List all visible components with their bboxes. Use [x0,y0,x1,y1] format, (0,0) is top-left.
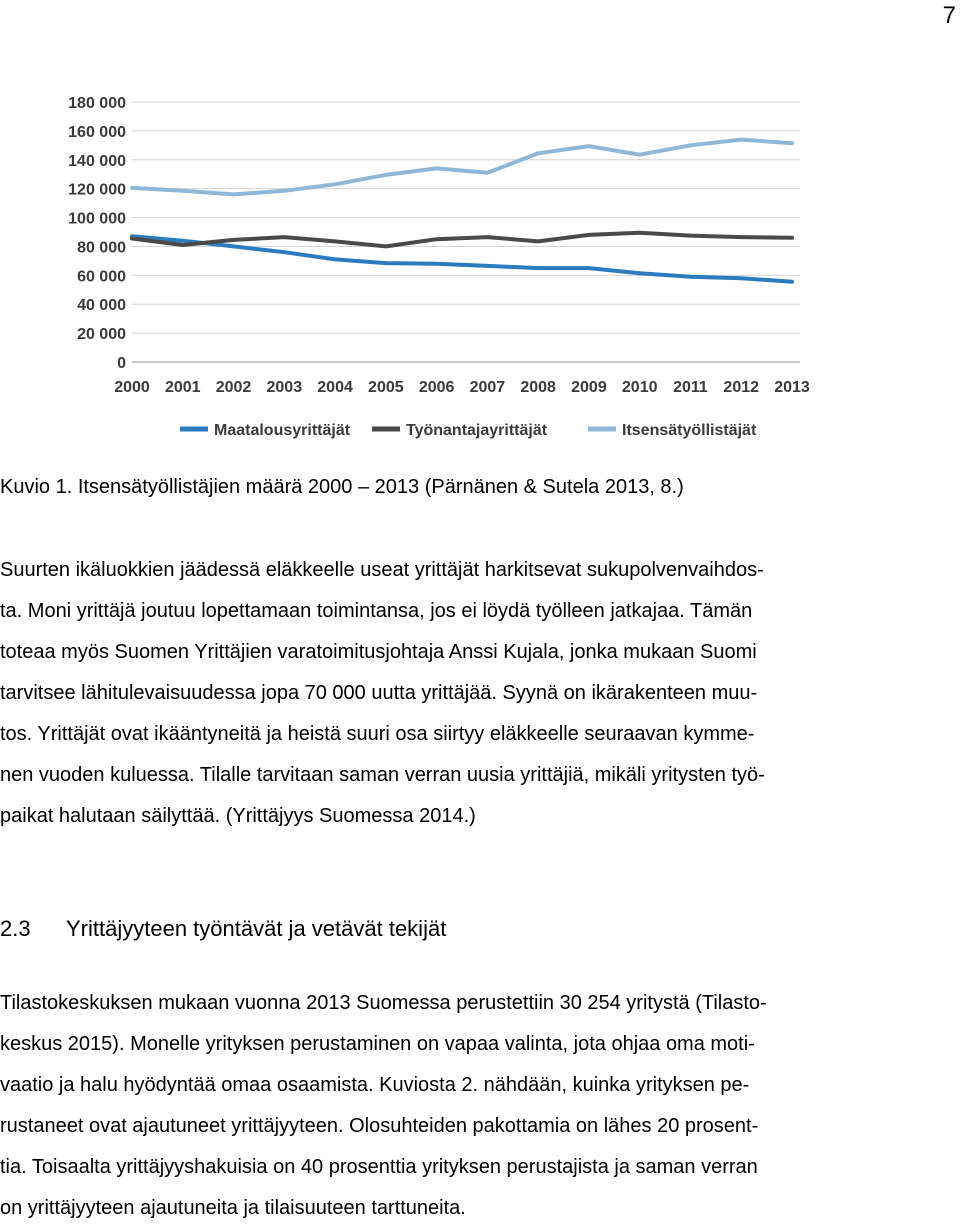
x-tick-label: 2004 [317,379,353,396]
x-tick-label: 2011 [673,379,708,396]
x-tick-label: 2006 [418,379,455,396]
text-line: tarvitsee lähitulevaisuudessa jopa 70 000 uutta yrittäjää. Syynä on ikärakenteen muu- [0,682,758,704]
text-line: keskus 2015). Monelle yrityksen perustaminen on vapaa valinta, jota ohjaa oma moti- [0,1033,755,1055]
text-line: tos. Yrittäjät ovat ikääntyneitä ja heistä suuri osa siirtyy eläkkeelle seuraavan kymme- [0,723,755,745]
legend-label: Maatalousyrittäjät [214,422,351,439]
x-tick-label: 2007 [469,379,506,396]
legend-label: Työnantajayrittäjät [406,422,548,439]
section-title: Yrittäjyyteen työntävät ja vetävät tekijät [66,916,447,941]
section-number: 2.3 [0,916,31,941]
x-tick-label: 2009 [571,379,607,396]
y-tick-label: 40 000 [77,297,126,315]
x-tick-label: 2012 [723,379,760,396]
text-line: on yrittäjyyteen ajautuneita ja tilaisuuteen tarttuneita. [0,1197,466,1219]
text-line: toteaa myös Suomen Yrittäjien varatoimitusjohtaja Anssi Kujala, jonka mukaan Suomi [0,641,757,663]
series-line [132,140,792,195]
x-tick-label: 2001 [164,379,201,396]
y-tick-label: 60 000 [77,268,126,286]
paragraph-succession [0,550,958,837]
text-line: tia. Toisaalta yrittäjyyshakuisia on 40 prosenttia yrityksen perustajista ja saman verran [0,1156,758,1178]
text-line: Suurten ikäluokkien jäädessä eläkkeelle useat yrittäjät harkitsevat sukupolvenvaihdos- [0,559,764,581]
y-tick-label: 20 000 [77,326,126,344]
y-tick-label: 80 000 [77,239,126,257]
text-line: nen vuoden kuluessa. Tilalle tarvitaan saman verran uusia yrittäjiä, mikäli yritysten työ- [0,764,765,786]
y-tick-label: 160 000 [68,123,126,141]
text-line: rustaneet ovat ajautuneet yrittäjyyteen. Olosuhteiden pakottamia on lähes 20 prosent- [0,1115,759,1137]
y-tick-label: 140 000 [68,152,126,170]
text-line: paikat halutaan säilyttää. (Yrittäjyys Suomessa 2014.) [0,805,476,827]
x-tick-label: 2010 [621,379,658,396]
y-tick-label: 100 000 [68,210,126,228]
paragraph-statistics [0,983,958,1229]
x-tick-label: 2000 [114,379,150,396]
x-tick-label: 2005 [368,379,404,396]
x-tick-label: 2013 [774,379,810,396]
y-tick-label: 180 000 [68,95,126,112]
line-chart [50,86,830,456]
text-line: Tilastokeskuksen mukaan vuonna 2013 Suomessa perustettiin 30 254 yritystä (Tilasto- [0,992,767,1014]
x-tick-label: 2008 [520,379,556,396]
figure-caption: Kuvio 1. Itsensätyöllistäjien määrä 2000 – 2013 (Pärnänen & Sutela 2013, 8.) [0,476,684,498]
text-line: vaatio ja halu hyödyntää omaa osaamista. Kuviosta 2. nähdään, kuinka yrityksen pe- [0,1074,750,1096]
text-line: ta. Moni yrittäjä joutuu lopettamaan toimintansa, jos ei löydä työlleen jatkajaa. Tämän [0,600,753,622]
page-number: 7 [942,2,956,29]
section-heading [0,916,446,942]
x-tick-label: 2003 [266,379,303,396]
legend-label: Itsensätyöllistäjät [622,422,757,439]
y-tick-label: 0 [117,355,126,372]
x-tick-label: 2002 [215,379,252,396]
y-tick-label: 120 000 [68,181,126,199]
